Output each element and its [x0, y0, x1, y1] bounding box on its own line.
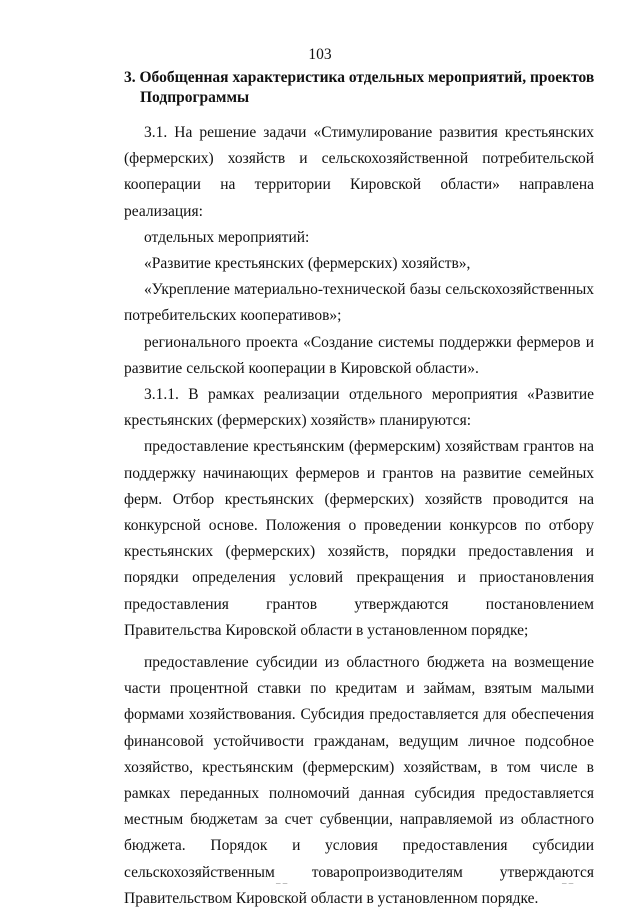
paragraph-grants: предоставление крестьянским (фермерским) хозяйствам грантов на поддержку начинающих фермеров и грантов на развитие семейных ферм. Отбор крестьянских (фермерских) хозяйств проводится на конкурсной основе. Положения о проведении конкурсов по отбору крестьянских (фермерских) хозяйств, порядки предоставления и порядки определения условий прекращения и приостановления предоставления грантов утверждаются постановлением Правительства Кировской области в установленном порядке; [124, 438, 594, 639]
section-heading-line-1: 3. Обобщенная характеристика отдельных мероприятий, проектов [124, 69, 595, 86]
paragraph-separate-measures: отдельных мероприятий: [144, 228, 310, 246]
page-number: 103 [308, 46, 332, 63]
scan-mark-left: ‒ ‒ [276, 878, 288, 888]
document-body [124, 120, 594, 912]
section-heading-line-2: Подпрограммы [140, 89, 250, 106]
paragraph-subsidy: предоставление субсидии из областного бюджета на возмещение части процентной ставки по кредитам и займам, взятым малыми формами хозяйствования. Субсидия предоставляется для обеспечения финансовой устойчивости гражданам, ведущим личное подсобное хозяйство, крестьянским (фермерским) хозяйствам, в том числе в рамках переданных полномочий данная субсидия предоставляется местным бюджетам за счет субвенции, направляемой из областного бюджета. Порядок и условия предоставления субсидии сельскохозяйственным товаропроизводителям утверждаются Правительством Кировской области в установленном порядке. [124, 654, 594, 907]
paragraph-cooperatives-base: «Укрепление материально-технической базы сельскохозяйственных потребительских кооперативов»; [124, 281, 594, 325]
paragraph-3-1: 3.1. На решение задачи «Стимулирование развития крестьянских (фермерских) хозяйств и сельскохозяйственной потребительской кооперации на территории Кировской области» направлена реализация: [124, 124, 594, 220]
paragraph-farm-development: «Развитие крестьянских (фермерских) хозяйств», [144, 255, 471, 273]
paragraph-regional-project: регионального проекта «Создание системы поддержки фермеров и развитие сельской кооперации в Кировской области». [124, 333, 594, 377]
paragraph-3-1-1: 3.1.1. В рамках реализации отдельного мероприятия «Развитие крестьянских (фермерских) хозяйств» планируются: [124, 386, 594, 430]
scan-mark-right: ‒ ‒ [562, 878, 574, 888]
section-heading [124, 68, 604, 108]
scan-artifacts [0, 878, 640, 888]
